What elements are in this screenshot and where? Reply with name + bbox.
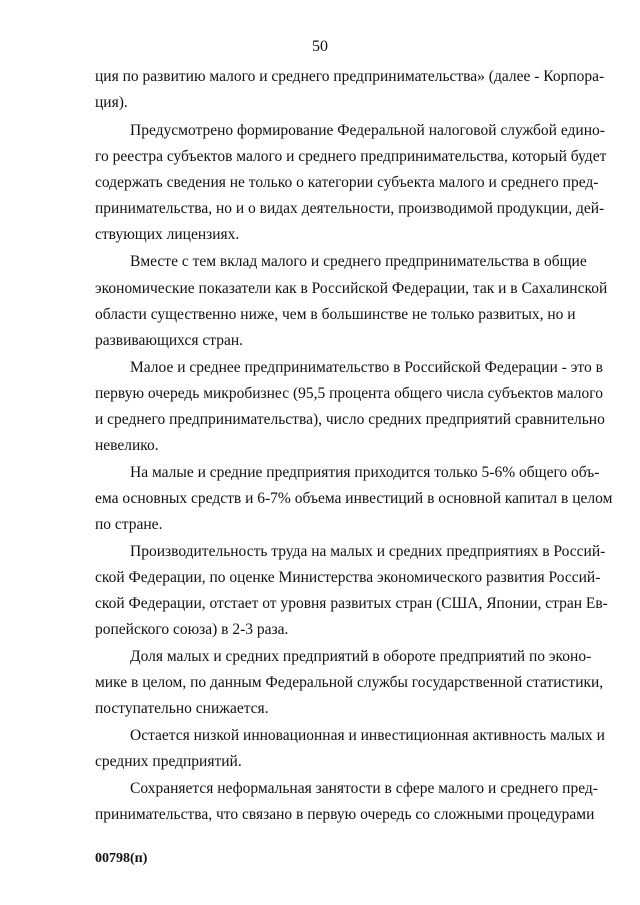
text-line: ема основных средств и 6-7% объема инвестиций в основной капитал в целом: [95, 490, 613, 507]
document-code: 00798(п): [95, 851, 148, 866]
text-line: принимательства, но и о видах деятельности, производимой продукции, дей-: [95, 200, 605, 217]
text-line: ропейского союза) в 2-3 раза.: [95, 621, 289, 638]
text-line: содержать сведения не только о категории субъекта малого и среднего пред-: [95, 174, 599, 191]
text-line: средних предприятий.: [95, 753, 242, 770]
text-line: ствующих лицензиях.: [95, 226, 240, 243]
text-line: принимательства, что связано в первую очередь со сложными процедурами: [95, 806, 595, 823]
text-line: Вместе с тем вклад малого и среднего предпринимательства в общие: [130, 253, 587, 270]
text-line: экономические показатели как в Российской Федерации, так и в Сахалинской: [95, 280, 608, 297]
text-line: ция).: [95, 94, 128, 111]
text-line: Сохраняется неформальная занятости в сфере малого и среднего пред-: [130, 780, 598, 797]
text-line: мике в целом, по данным Федеральной службы государственной статистики,: [95, 674, 604, 691]
text-line: по стране.: [95, 516, 163, 533]
text-line: развивающихся стран.: [95, 332, 243, 349]
text-line: области существенно ниже, чем в большинстве не только развитых, но и: [95, 306, 576, 323]
text-line: Малое и среднее предпринимательство в Российской Федерации - это в: [130, 359, 603, 376]
text-line: го реестра субъектов малого и среднего предпринимательства, который будет: [95, 148, 607, 165]
text-line: Предусмотрено формирование Федеральной налоговой службой едино-: [130, 122, 605, 139]
text-line: На малые и средние предприятия приходится только 5-6% общего объ-: [130, 464, 600, 481]
page-number: 50: [312, 38, 328, 55]
text-line: невелико.: [95, 437, 159, 454]
text-line: ской Федерации, по оценке Министерства экономического развития Россий-: [95, 569, 601, 586]
text-line: первую очередь микробизнес (95,5 процента общего числа субъектов малого: [95, 385, 603, 402]
text-line: Доля малых и средних предприятий в обороте предприятий по эконо-: [130, 648, 592, 665]
text-line: и среднего предпринимательства), число средних предприятий сравнительно: [95, 411, 605, 428]
text-line: поступательно снижается.: [95, 700, 269, 717]
text-line: ской Федерации, отстает от уровня развитых стран (США, Японии, стран Ев-: [95, 595, 608, 612]
text-line: Производительность труда на малых и средних предприятиях в Россий-: [130, 543, 606, 560]
text-line: Остается низкой инновационная и инвестиционная активность малых и: [130, 727, 605, 744]
text-line: ция по развитию малого и среднего предпринимательства» (далее - Корпора-: [95, 68, 605, 85]
